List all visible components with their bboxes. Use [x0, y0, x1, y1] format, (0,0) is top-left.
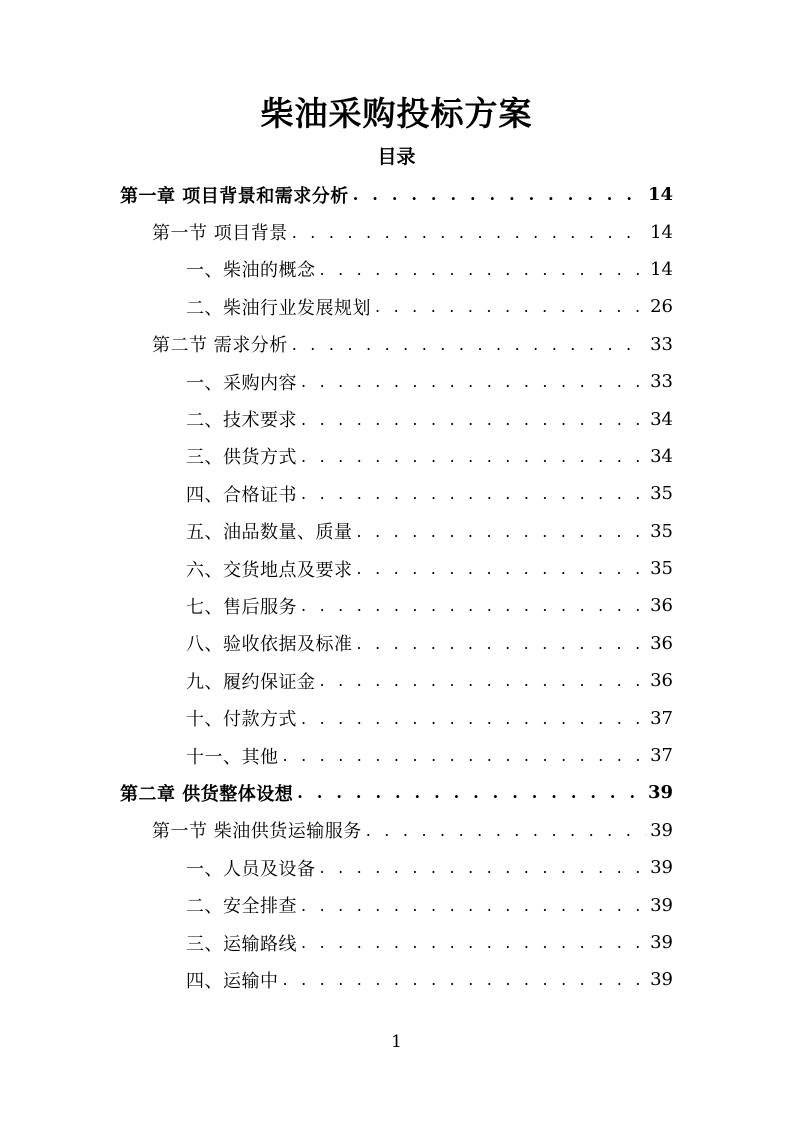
toc-entry-title: 十一、其他: [186, 746, 279, 768]
toc-entry-page: 35: [650, 520, 673, 542]
toc-entry-page: 34: [650, 408, 673, 430]
toc-dot-leader: [283, 746, 647, 765]
toc-entry[interactable]: [0, 288, 793, 325]
toc-entry[interactable]: [0, 699, 793, 736]
toc-dot-leader: [357, 634, 647, 653]
toc-entry-title: 六、交货地点及要求: [186, 559, 353, 581]
toc-entry-page: 36: [650, 670, 673, 692]
toc-entry-page: 35: [650, 558, 673, 580]
toc-entry[interactable]: [0, 550, 793, 587]
toc-entry[interactable]: [0, 438, 793, 475]
toc-entry[interactable]: [0, 961, 793, 998]
toc-entry-page: 34: [650, 445, 673, 467]
toc-entry-title: 第一章 项目背景和需求分析: [120, 185, 349, 207]
toc-entry[interactable]: [0, 625, 793, 662]
toc-dot-leader: [292, 335, 646, 354]
toc-entry-title: 第一节 柴油供货运输服务: [152, 821, 362, 843]
toc-dot-leader: [301, 410, 646, 429]
toc-entry-page: 14: [647, 184, 673, 206]
toc-entry-title: 第二节 需求分析: [152, 335, 288, 357]
toc-entry[interactable]: [0, 849, 793, 886]
toc-dot-leader: [283, 970, 647, 989]
toc-dot-leader: [301, 596, 646, 615]
toc-entry-page: 14: [650, 258, 673, 280]
toc-entry-title: 三、供货方式: [186, 447, 297, 469]
toc-entry-page: 14: [650, 221, 673, 243]
toc-entry[interactable]: [0, 213, 793, 250]
toc-entry-page: 37: [650, 745, 673, 767]
toc-entry-title: 第二章 供货整体设想: [120, 783, 294, 805]
toc-entry[interactable]: [0, 662, 793, 699]
toc-dot-leader: [301, 484, 646, 503]
toc-entry-page: 35: [650, 483, 673, 505]
toc-entry[interactable]: [0, 176, 793, 213]
toc-dot-leader: [320, 858, 647, 877]
toc-entry[interactable]: [0, 326, 793, 363]
page-number: 1: [391, 1032, 402, 1052]
toc-entry[interactable]: [0, 886, 793, 923]
toc-entry-page: 39: [650, 969, 673, 991]
toc-entry-title: 八、验收依据及标准: [186, 634, 353, 656]
toc-dot-leader: [301, 896, 646, 915]
toc-dot-leader: [292, 223, 646, 242]
toc-entry-page: 36: [650, 595, 673, 617]
toc-entry-title: 二、技术要求: [186, 410, 297, 432]
toc-entry-title: 三、运输路线: [186, 933, 297, 955]
toc-entry[interactable]: [0, 475, 793, 512]
toc-entry-title: 四、合格证书: [186, 484, 297, 506]
toc-entry-title: 四、运输中: [186, 970, 279, 992]
toc-entry-title: 一、采购内容: [186, 372, 297, 394]
toc-entry-title: 二、柴油行业发展规划: [186, 297, 371, 319]
toc-entry[interactable]: [0, 400, 793, 437]
toc-entry-page: 39: [647, 782, 673, 804]
toc-dot-leader: [301, 709, 646, 728]
toc-dot-leader: [357, 559, 647, 578]
toc-dot-leader: [357, 522, 647, 541]
toc-entry-page: 33: [650, 371, 673, 393]
toc-entry-page: 36: [650, 632, 673, 654]
toc-entry-page: 26: [650, 296, 673, 318]
toc-entry[interactable]: [0, 774, 793, 811]
toc-dot-leader: [301, 933, 646, 952]
toc-entry-title: 九、履约保证金: [186, 671, 316, 693]
toc-entry-title: 十、付款方式: [186, 709, 297, 731]
table-of-contents: [0, 176, 793, 999]
toc-entry[interactable]: [0, 587, 793, 624]
toc-entry-title: 第一节 项目背景: [152, 223, 288, 245]
toc-dot-leader: [301, 372, 646, 391]
toc-entry-page: 39: [650, 894, 673, 916]
toc-entry[interactable]: [0, 251, 793, 288]
toc-entry-page: 39: [650, 857, 673, 879]
toc-heading: 目录: [377, 146, 416, 168]
toc-entry[interactable]: [0, 513, 793, 550]
toc-dot-leader: [301, 447, 646, 466]
toc-dot-leader: [320, 671, 647, 690]
toc-entry-title: 一、柴油的概念: [186, 260, 316, 282]
toc-dot-leader: [297, 783, 644, 802]
toc-entry-title: 七、售后服务: [186, 596, 297, 618]
toc-entry[interactable]: [0, 737, 793, 774]
toc-dot-leader: [353, 185, 644, 204]
toc-dot-leader: [366, 821, 646, 840]
toc-entry-page: 33: [650, 333, 673, 355]
toc-entry-page: 37: [650, 707, 673, 729]
toc-entry-page: 39: [650, 819, 673, 841]
toc-entry[interactable]: [0, 363, 793, 400]
toc-dot-leader: [320, 260, 647, 279]
toc-entry-page: 39: [650, 932, 673, 953]
toc-entry[interactable]: [0, 812, 793, 849]
toc-entry-title: 五、油品数量、质量: [186, 522, 353, 544]
toc-entry-title: 一、人员及设备: [186, 858, 316, 880]
toc-entry-title: 二、安全排查: [186, 896, 297, 918]
toc-dot-leader: [375, 297, 646, 316]
toc-entry[interactable]: [0, 924, 793, 961]
document-title: 柴油采购投标方案: [260, 94, 533, 133]
